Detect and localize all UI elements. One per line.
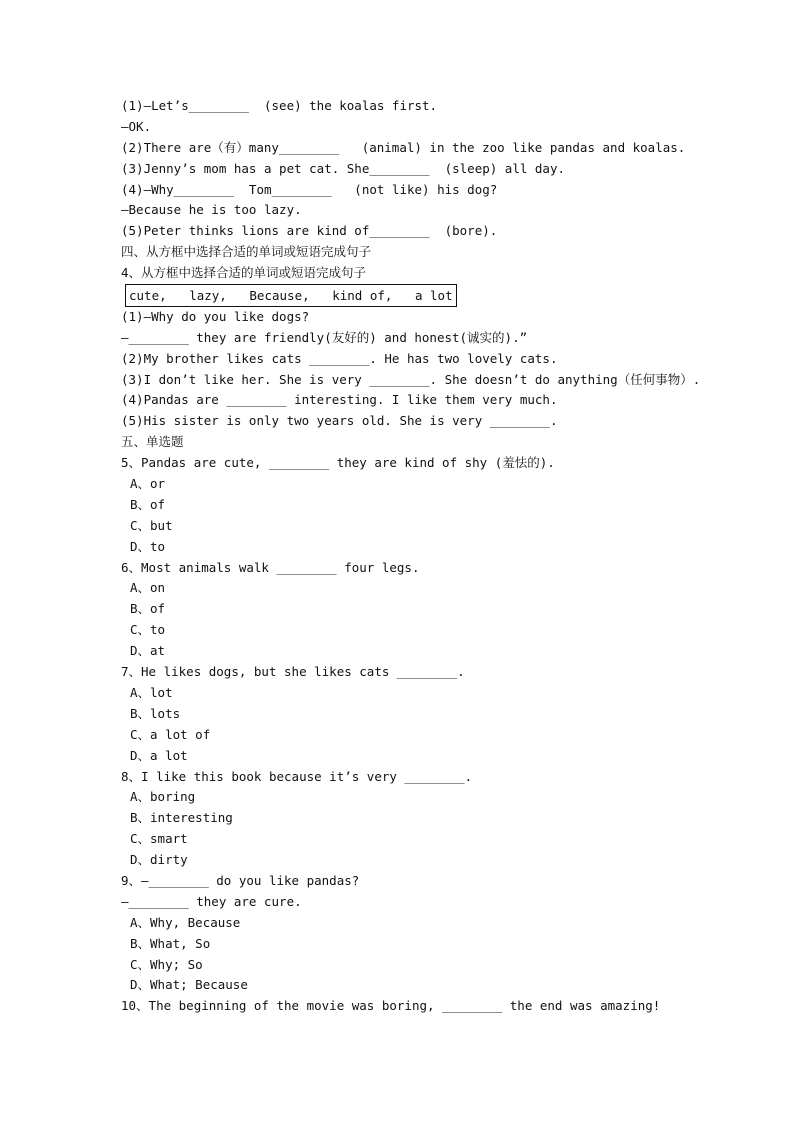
option-c: C、smart [130, 831, 188, 847]
question-stem: 6、Most animals walk ________ four legs. [121, 559, 420, 575]
option-d: D、What; Because [130, 977, 248, 993]
s3-item-1-answer: —OK. [121, 118, 152, 134]
question-stem: 5、Pandas are cute, ________ they are kind of shy (羞怯的). [121, 455, 555, 471]
section4-block [121, 242, 741, 432]
option-a: A、lot [130, 684, 173, 700]
option-a: A、Why, Because [130, 914, 241, 930]
s4-item-2: (2)My brother likes cats ________. He has two lovely cats. [121, 350, 558, 366]
option-d: D、to [130, 538, 166, 554]
worksheet-page [121, 96, 741, 1017]
option-c: C、Why; So [130, 956, 203, 972]
question-10 [121, 996, 741, 1017]
option-c: C、a lot of [130, 726, 211, 742]
question-5 [121, 453, 741, 557]
option-d: D、dirty [130, 852, 188, 868]
option-b: B、interesting [130, 810, 233, 826]
option-d: D、a lot [130, 747, 188, 763]
option-d: D、at [130, 643, 166, 659]
s4-item-1: (1)—Why do you like dogs? [121, 308, 310, 324]
option-a: A、on [130, 580, 166, 596]
question-stem-reply: —________ they are cure. [121, 893, 302, 909]
question-6 [121, 558, 741, 662]
s3-item-4: (4)—Why________ Tom________ (not like) his dog? [121, 181, 498, 197]
option-b: B、What, So [130, 935, 211, 951]
s3-item-1: (1)—Let’s________ (see) the koalas first. [121, 98, 438, 113]
word-box-row [121, 284, 741, 307]
s4-item-5: (5)His sister is only two years old. She is very ________. [121, 413, 558, 429]
word-box: cute, lazy, Because, kind of, a lot [125, 284, 457, 307]
question-stem: 9、—________ do you like pandas? [121, 872, 360, 888]
question-stem: 7、He likes dogs, but she likes cats ________. [121, 664, 465, 680]
question-7 [121, 662, 741, 766]
section5-block [121, 432, 741, 1017]
question-4-title: 4、从方框中选择合适的单词或短语完成句子 [121, 265, 367, 281]
option-b: B、of [130, 601, 166, 617]
question-stem: 8、I like this book because it’s very ________. [121, 768, 473, 784]
option-c: C、to [130, 622, 166, 638]
question-8 [121, 767, 741, 871]
option-a: A、or [130, 476, 166, 492]
option-b: B、lots [130, 705, 181, 721]
option-b: B、of [130, 496, 166, 512]
s3-item-5: (5)Peter thinks lions are kind of________ (bore). [121, 223, 498, 239]
s3-item-2: (2)There are（有）many________ (animal) in the zoo like pandas and koalas. [121, 139, 686, 155]
s3-item-4-answer: —Because he is too lazy. [121, 202, 302, 218]
s3-item-3: (3)Jenny’s mom has a pet cat. She________ (sleep) all day. [121, 160, 566, 176]
section5-heading: 五、单选题 [121, 434, 184, 450]
question-9 [121, 871, 741, 996]
section4-heading: 四、从方框中选择合适的单词或短语完成句子 [121, 244, 372, 260]
option-c: C、but [130, 517, 173, 533]
option-a: A、boring [130, 789, 196, 805]
s4-item-4: (4)Pandas are ________ interesting. I like them very much. [121, 392, 558, 408]
question-stem: 10、The beginning of the movie was boring, ________ the end was amazing! [121, 998, 661, 1014]
s4-item-3: (3)I don’t like her. She is very ________. She doesn’t do anything（任何事物）. [121, 371, 701, 387]
section3-block [121, 96, 741, 242]
s4-item-1-answer: —________ they are friendly(友好的) and honest(诚实的).” [121, 329, 528, 345]
